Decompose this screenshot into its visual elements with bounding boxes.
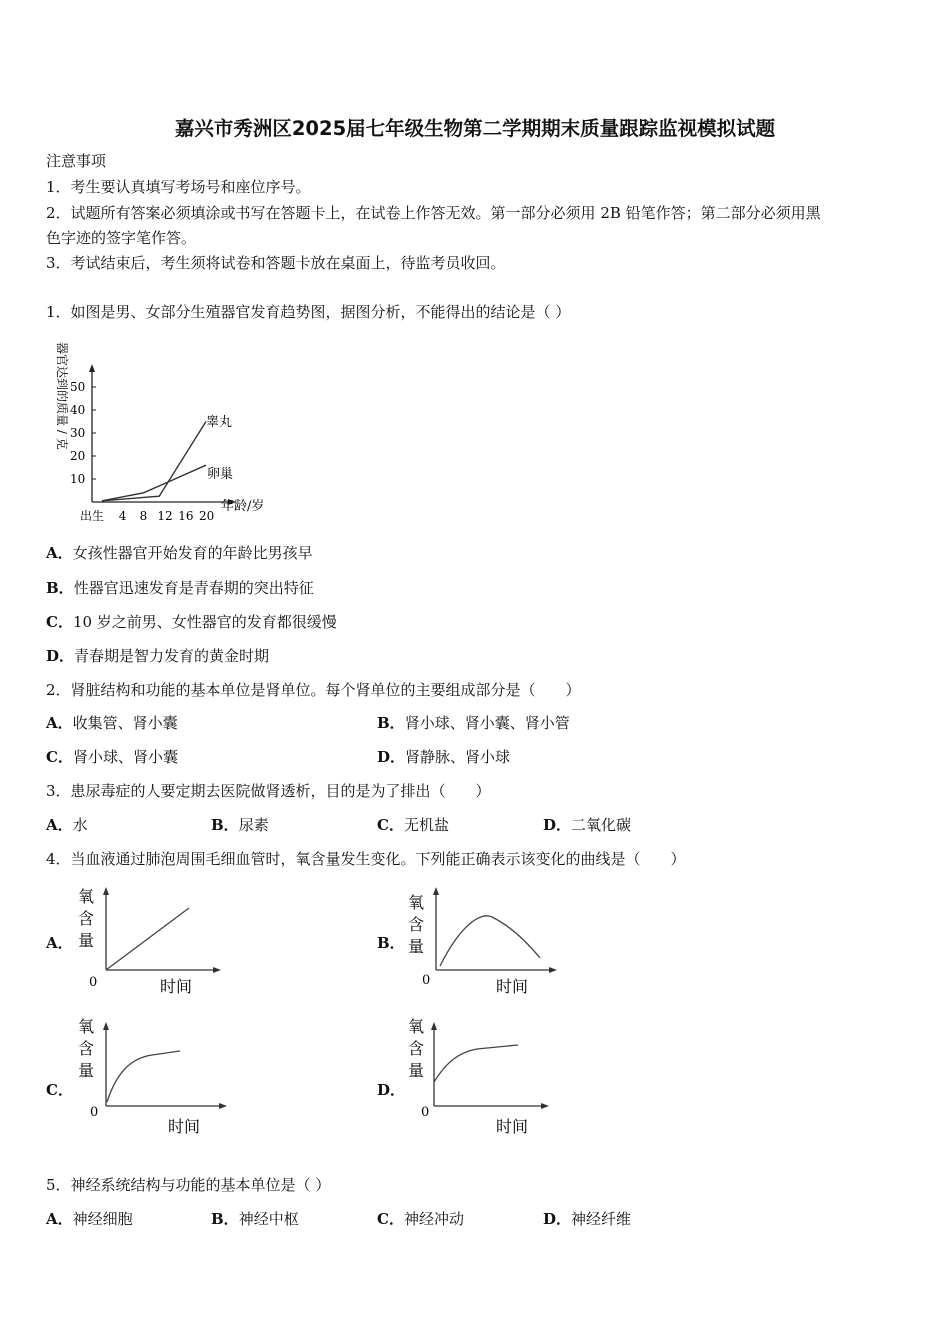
q2-option-b[interactable]: B．肾小球、肾小囊、肾小管 — [377, 714, 570, 732]
question-4-stem: 4．当血液通过肺泡周围毛细血管时，氧含量发生变化。下列能正确表示该变化的曲线是（ ） — [46, 850, 686, 868]
q4-option-b-graph[interactable] — [402, 882, 562, 1000]
q4a-xlabel: 时间 — [160, 977, 193, 996]
q4a-ylabel-2: 含 — [78, 909, 95, 928]
q4b-ylabel-3: 量 — [408, 937, 425, 956]
q4d-curve — [434, 1045, 518, 1082]
q1-option-c[interactable]: C．10 岁之前男、女性器官的发育都很缓慢 — [46, 613, 337, 631]
chart-xtick-label: 20 — [199, 509, 215, 523]
growth-chart — [44, 338, 284, 528]
series-label-testis: 睾丸 — [206, 415, 233, 430]
notice-heading: 注意事项 — [46, 152, 107, 170]
q3-option-d[interactable]: D．二氧化碳 — [543, 816, 632, 834]
series-label-ovary: 卵巢 — [207, 467, 234, 482]
q4d-xlabel: 时间 — [496, 1117, 529, 1136]
question-1-stem: 1．如图是男、女部分生殖器官发育趋势图，据图分析，不能得出的结论是（ ） — [46, 303, 571, 321]
notice-item: 1．考生要认真填写考场号和座位序号。 — [46, 178, 311, 196]
q4d-origin: 0 — [421, 1105, 430, 1120]
chart-xlabel: 年龄/岁 — [221, 499, 265, 514]
q2-option-c[interactable]: C．肾小球、肾小囊 — [46, 748, 178, 766]
question-3-stem: 3．患尿毒症的人要定期去医院做肾透析，目的是为了排出（ ） — [46, 782, 491, 800]
q4c-ylabel-1: 氧 — [78, 1017, 95, 1036]
q4c-xlabel: 时间 — [168, 1117, 201, 1136]
q4-option-d-letter[interactable]: D． — [377, 1081, 406, 1099]
q4c-curve — [107, 1051, 180, 1102]
q5-option-a[interactable]: A．神经细胞 — [46, 1210, 133, 1228]
q4-option-a-letter[interactable]: A． — [46, 934, 73, 952]
q4b-ylabel-2: 含 — [408, 915, 425, 934]
chart-ytick-label: 10 — [70, 472, 86, 486]
chart-ytick-label: 20 — [70, 449, 86, 463]
q3-option-a[interactable]: A．水 — [46, 816, 88, 834]
chart-ytick-label: 40 — [70, 403, 86, 417]
q4b-xlabel: 时间 — [496, 977, 529, 996]
chart-xtick-label: 8 — [139, 509, 148, 523]
chart-xtick-label: 4 — [118, 509, 127, 523]
q2-option-a[interactable]: A．收集管、肾小囊 — [46, 714, 178, 732]
q4c-origin: 0 — [90, 1105, 99, 1120]
question-2-stem: 2．肾脏结构和功能的基本单位是肾单位。每个肾单位的主要组成部分是（ ） — [46, 681, 581, 699]
q1-option-d[interactable]: D．青春期是智力发育的黄金时期 — [46, 647, 270, 665]
q4d-ylabel-1: 氧 — [408, 1017, 425, 1036]
notice-item: 色字迹的签字笔作答。 — [46, 229, 197, 247]
chart-xtick-label: 16 — [178, 509, 194, 523]
q4-option-a-graph[interactable] — [72, 882, 232, 1000]
q4d-ylabel-3: 量 — [408, 1061, 425, 1080]
chart-xtick-label: 出生 — [80, 509, 105, 523]
q4b-curve — [440, 916, 540, 966]
chart-ytick-label: 50 — [70, 380, 86, 394]
q4b-ylabel-1: 氧 — [408, 893, 425, 912]
q5-option-c[interactable]: C．神经冲动 — [377, 1210, 464, 1228]
chart-y-arrow — [89, 364, 95, 372]
q1-option-a[interactable]: A．女孩性器官开始发育的年龄比男孩早 — [46, 544, 313, 562]
chart-xtick-label: 12 — [157, 509, 173, 523]
q4-option-c-letter[interactable]: C． — [46, 1081, 73, 1099]
series-line-ovary — [102, 465, 206, 501]
q2-option-d[interactable]: D．肾静脉、肾小球 — [377, 748, 511, 766]
q4-option-d-graph[interactable] — [402, 1016, 562, 1138]
q4-option-b-letter[interactable]: B． — [377, 934, 405, 952]
q4d-ylabel-2: 含 — [408, 1039, 425, 1058]
notice-item: 3．考试结束后，考生须将试卷和答题卡放在桌面上，待监考员收回。 — [46, 254, 506, 272]
q4a-origin: 0 — [89, 975, 98, 990]
q4c-ylabel-2: 含 — [78, 1039, 95, 1058]
q4a-ylabel-3: 量 — [78, 931, 95, 950]
chart-ytick-label: 30 — [70, 426, 86, 440]
question-5-stem: 5．神经系统结构与功能的基本单位是（ ） — [46, 1176, 331, 1194]
q5-option-d[interactable]: D．神经纤维 — [543, 1210, 632, 1228]
chart-ylabel: 器官达到的质量 / 克 — [55, 342, 69, 450]
q3-option-b[interactable]: B．尿素 — [211, 816, 269, 834]
q4a-ylabel-1: 氧 — [78, 887, 95, 906]
q4b-origin: 0 — [422, 973, 431, 988]
page-title: 嘉兴市秀洲区2025届七年级生物第二学期期末质量跟踪监视模拟试题 — [174, 117, 776, 140]
q4-option-c-graph[interactable] — [72, 1016, 232, 1138]
q4c-ylabel-3: 量 — [78, 1061, 95, 1080]
notice-item: 2．试题所有答案必须填涂或书写在答题卡上，在试卷上作答无效。第一部分必须用 2B 铅笔作答；第二部分必须用黑 — [46, 204, 821, 222]
q3-option-c[interactable]: C．无机盐 — [377, 816, 449, 834]
q5-option-b[interactable]: B．神经中枢 — [211, 1210, 299, 1228]
q4a-curve — [106, 908, 189, 970]
q1-option-b[interactable]: B．性器官迅速发育是青春期的突出特征 — [46, 579, 314, 597]
